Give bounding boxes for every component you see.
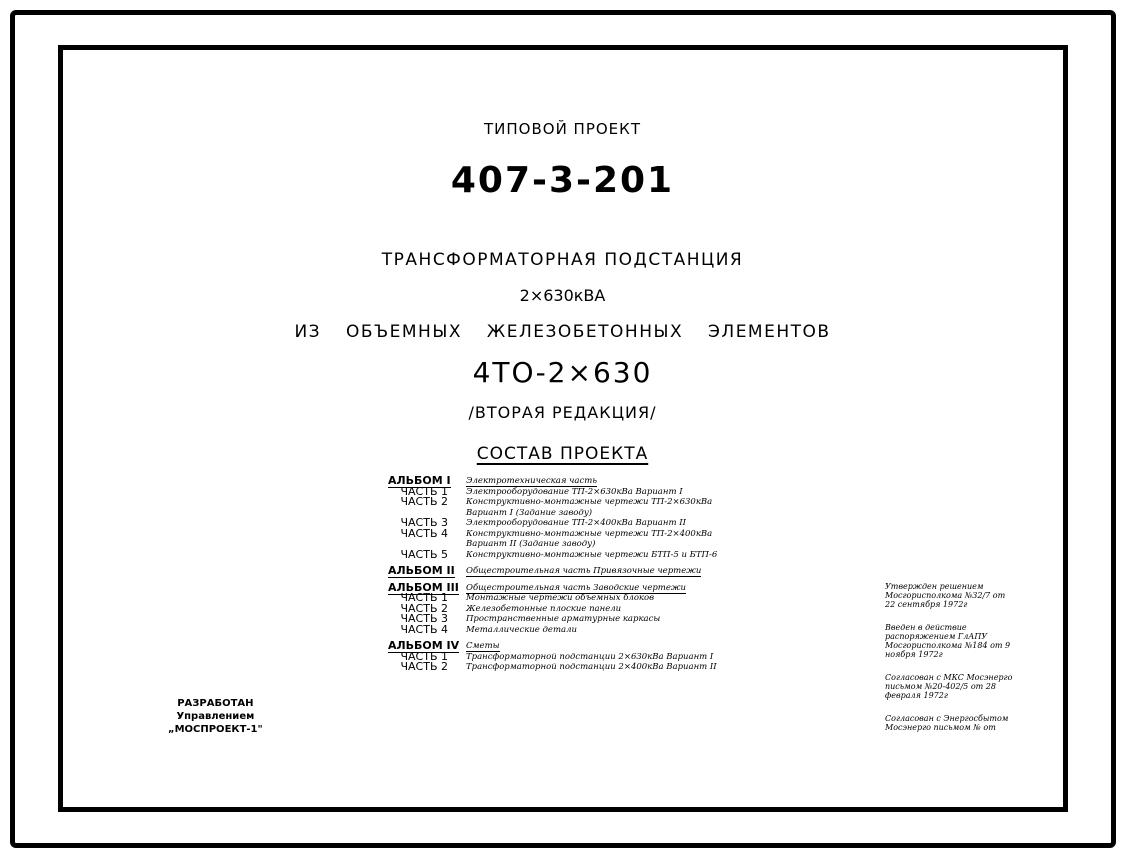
album-description: Электротехническая часть bbox=[466, 476, 597, 486]
row-label: ЧАСТЬ 1 bbox=[400, 484, 448, 498]
row-label: ЧАСТЬ 2 bbox=[400, 660, 448, 673]
model-code: 4ТО-2×630 bbox=[472, 356, 653, 389]
album-label: АЛЬБОМ II bbox=[388, 564, 455, 577]
album-description: Сметы bbox=[466, 641, 500, 651]
row-description bbox=[466, 583, 686, 594]
part-row bbox=[388, 662, 788, 673]
approval-note: Согласован с Энергосбытом Мосэнерго письмом № от bbox=[885, 714, 1009, 732]
part-row bbox=[388, 539, 788, 550]
row-description: Вариант II (Задание заводу) bbox=[466, 539, 596, 549]
row-label: ЧАСТЬ 3 bbox=[400, 516, 448, 529]
part-row bbox=[388, 649, 788, 663]
row-description: Электрооборудование ТП-2×400кВа Вариант II bbox=[466, 518, 686, 528]
row-label: ЧАСТЬ 4 bbox=[400, 622, 448, 636]
row-description: Трансформаторной подстанции 2×400кВа Вариант II bbox=[466, 662, 717, 672]
developer-line-2: Управлением bbox=[176, 711, 255, 722]
row-description bbox=[466, 476, 597, 487]
doc-type: ТИПОВОЙ ПРОЕКТ bbox=[484, 120, 641, 138]
row-description: Вариант I (Задание заводу) bbox=[466, 507, 593, 518]
row-description: Металлические детали bbox=[466, 624, 577, 635]
row-label: ЧАСТЬ 2 bbox=[400, 495, 448, 508]
row-description: Железобетонные плоские панели bbox=[466, 603, 622, 614]
part-row bbox=[388, 497, 788, 508]
row-description bbox=[466, 566, 701, 577]
title-line-2: ИЗ ОБЪЕМНЫХ ЖЕЛЕЗОБЕТОННЫХ ЭЛЕМЕНТОВ bbox=[294, 322, 831, 342]
composition-heading: СОСТАВ ПРОЕКТА bbox=[476, 444, 649, 464]
developer-line-3: „МОСПРОЕКТ-1" bbox=[168, 724, 263, 735]
part-row bbox=[388, 508, 788, 519]
edition: /ВТОРАЯ РЕДАКЦИЯ/ bbox=[468, 403, 657, 422]
row-label: ЧАСТЬ 5 bbox=[400, 547, 448, 561]
approval-note: Утвержден решением Мосгорисполкома №32/7 от 22 сентября 1972г bbox=[885, 582, 1006, 609]
project-number: 407-3-201 bbox=[450, 160, 675, 201]
album-label: АЛЬБОМ III bbox=[388, 580, 459, 594]
album-description: Общестроительная часть Привязочные чертежи bbox=[466, 566, 702, 576]
part-row bbox=[388, 484, 788, 498]
row-label: ЧАСТЬ 4 bbox=[400, 526, 448, 540]
composition-list bbox=[388, 476, 788, 673]
album-row bbox=[388, 641, 788, 652]
title-line-1: ТРАНСФОРМАТОРНАЯ ПОДСТАНЦИЯ bbox=[381, 250, 744, 270]
row-description bbox=[466, 641, 500, 652]
approvals-block bbox=[885, 582, 1015, 746]
developer-line-1: РАЗРАБОТАН bbox=[177, 698, 254, 709]
part-row bbox=[388, 614, 788, 625]
row-description: Конструктивно-монтажные чертежи ТП-2×400кВа bbox=[466, 528, 713, 539]
approval-note: Согласован с МКС Мосэнерго письмом №20-402/5 от 28 февраля 1972г bbox=[885, 673, 1013, 700]
album-label: АЛЬБОМ I bbox=[388, 474, 451, 487]
row-description: Электрооборудование ТП-2×630кВа Вариант I bbox=[466, 486, 683, 497]
row-description: Конструктивно-монтажные чертежи ТП-2×630кВа bbox=[466, 497, 713, 507]
part-row bbox=[388, 593, 788, 604]
row-label bbox=[388, 566, 466, 577]
row-description: Монтажные чертежи объемных блоков bbox=[466, 593, 655, 603]
part-row bbox=[388, 601, 788, 615]
album-label: АЛЬБОМ IV bbox=[388, 639, 460, 652]
row-description: Пространственные арматурные каркасы bbox=[466, 614, 661, 624]
row-label: ЧАСТЬ 2 bbox=[400, 601, 448, 615]
row-label: ЧАСТЬ 3 bbox=[400, 612, 448, 625]
row-label: ЧАСТЬ 1 bbox=[400, 591, 448, 604]
power-rating: 2×630кВА bbox=[519, 286, 606, 305]
album-row bbox=[388, 476, 788, 487]
row-label: ЧАСТЬ 1 bbox=[400, 649, 448, 663]
album-row bbox=[388, 580, 788, 594]
row-description: Конструктивно-монтажные чертежи БТП-5 и БТП-6 bbox=[466, 549, 718, 560]
part-row bbox=[388, 518, 788, 529]
album-row bbox=[388, 566, 788, 577]
developer-block bbox=[168, 697, 263, 736]
part-row bbox=[388, 622, 788, 636]
album-description: Общестроительная часть Заводские чертежи bbox=[466, 582, 687, 593]
part-row bbox=[388, 547, 788, 561]
row-description: Трансформаторной подстанции 2×630кВа Вариант I bbox=[466, 651, 714, 662]
approval-note: Введен в действие распоряжением ГлАПУ Мосгорисполкома №184 от 9 ноября 1972г bbox=[885, 623, 1011, 659]
part-row bbox=[388, 526, 788, 540]
